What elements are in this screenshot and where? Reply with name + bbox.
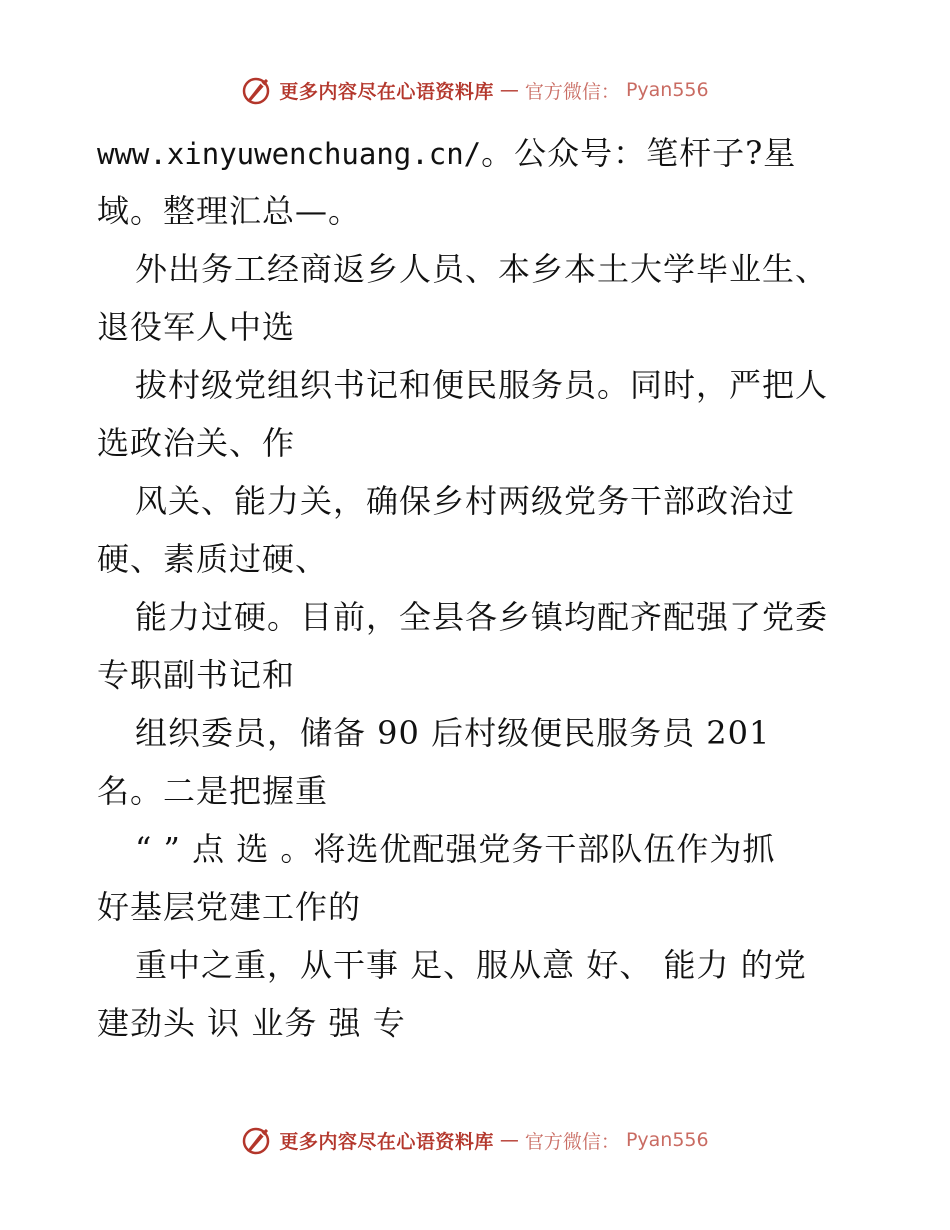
body-line-9: 能力过硬。目前，全县各乡镇均配齐配强了党委 bbox=[135, 598, 829, 636]
banner-wechat-id: Pyan556 bbox=[625, 79, 709, 101]
body-line-4: 退役军人中选 bbox=[97, 308, 296, 346]
banner-dash: — bbox=[499, 79, 519, 101]
body-line-5: 拔村级党组织书记和便民服务员。同时，严把人 bbox=[135, 366, 829, 404]
document-body bbox=[97, 124, 877, 1052]
body-line-1 bbox=[97, 124, 877, 182]
banner-wechat-label: 官方微信： bbox=[524, 80, 620, 103]
footer-banner bbox=[0, 1122, 950, 1158]
banner-site-text: 更多内容尽在心语资料库 bbox=[279, 80, 494, 103]
body-line-13: “ ” 点 选 。将选优配强党务干部队伍作为抓 bbox=[135, 830, 776, 868]
pen-logo-icon bbox=[241, 1124, 273, 1156]
line-1-rest: 。公众号：笔杆子?星 bbox=[481, 134, 797, 172]
banner-dash: — bbox=[499, 1129, 519, 1151]
body-line-12: 名。二是把握重 bbox=[97, 772, 329, 810]
body-line-7: 风关、能力关，确保乡村两级党务干部政治过 bbox=[135, 482, 796, 520]
body-line-3: 外出务工经商返乡人员、本乡本土大学毕业生、 bbox=[135, 250, 829, 288]
pen-logo-icon bbox=[241, 74, 273, 106]
body-line-8: 硬、素质过硬、 bbox=[97, 540, 329, 578]
url-text: www.xinyuwenchuang.cn/ bbox=[97, 137, 482, 171]
body-line-6: 选政治关、作 bbox=[97, 424, 296, 462]
body-line-10: 专职副书记和 bbox=[97, 656, 296, 694]
body-line-2: 域。整理汇总—。 bbox=[97, 192, 362, 230]
banner-wechat-label: 官方微信： bbox=[524, 1130, 620, 1153]
header-banner bbox=[0, 72, 950, 108]
body-line-14: 好基层党建工作的 bbox=[97, 888, 362, 926]
body-line-15: 重中之重，从干事 足、服从意 好、 能力 的党 bbox=[135, 946, 807, 984]
body-line-16: 建劲头 识 业务 强 专 bbox=[97, 1004, 406, 1042]
banner-wechat-id: Pyan556 bbox=[625, 1129, 709, 1151]
body-line-11: 组织委员，储备 90 后村级便民服务员 201 bbox=[135, 714, 771, 752]
banner-site-text: 更多内容尽在心语资料库 bbox=[279, 1130, 494, 1153]
